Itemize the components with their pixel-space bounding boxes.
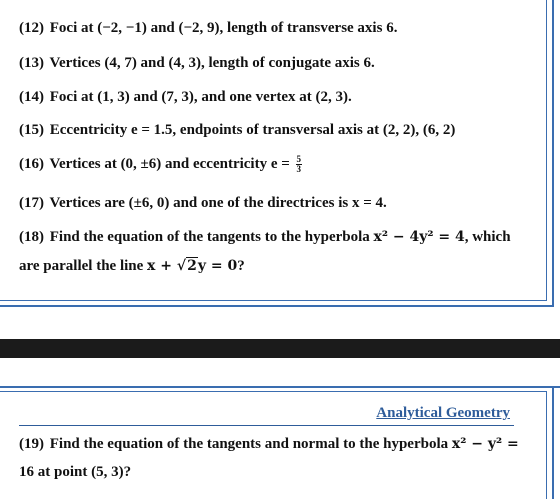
problem-12 [19,19,397,37]
problem-text: ? [237,258,245,274]
problem-text: are parallel the line [19,258,148,274]
square-root: √2 [176,258,197,274]
problem-text: Vertices are (±6, 0) and one of the directrices is x = 4. [49,195,387,211]
equation: y = 0 [197,258,238,274]
problem-13 [19,54,375,72]
problem-number: (15) [19,122,44,138]
page-frame-top [0,386,560,388]
radicand: 2 [187,258,197,274]
problem-text: Foci at (−2, −1) and (−2, 9), length of transverse axis 6. [49,20,398,36]
page-frame-right [552,0,554,305]
page-frame-bottom-inner [0,300,547,301]
problem-number: (19) [19,436,44,452]
page-frame-right-inner [546,0,547,301]
problem-19-line-2 [19,463,131,481]
page-frame-bottom [0,305,554,307]
section-rule [19,425,514,426]
problem-16 [19,155,302,174]
problem-number: (14) [19,89,44,105]
problem-17 [19,194,387,212]
problem-18-line-2 [19,257,245,275]
problem-text: Eccentricity e = 1.5, endpoints of transversal axis at (2, 2), (6, 2) [49,122,456,138]
problem-text: 16 at point (5, 3)? [19,464,132,480]
page-frame-right [552,386,554,499]
problem-number: (13) [19,55,44,71]
problem-text: Vertices at (0, ±6) and eccentricity e = [49,156,294,172]
fraction-numerator: 5 [296,154,302,165]
fraction-denominator: 3 [296,164,302,175]
problem-19 [19,435,519,453]
fraction [296,155,303,174]
problem-text: Vertices (4, 7) and (4, 3), length of conjugate axis 6. [49,55,375,71]
equation: x² − y² = [451,436,519,452]
problem-text: Find the equation of the tangents to the hyperbola [49,229,374,245]
problem-text: Find the equation of the tangents and normal to the hyperbola [49,436,452,452]
problem-15 [19,121,455,139]
problem-number: (18) [19,229,44,245]
page-frame-right-inner [546,391,547,499]
problem-18 [19,228,511,246]
page-separator [0,339,560,358]
problem-14 [19,88,352,106]
problem-number: (17) [19,195,44,211]
equation: x² − 4y² = 4 [373,229,465,245]
page-frame-top-inner [0,391,547,392]
equation: x + [147,258,177,274]
problem-text: Foci at (1, 3) and (7, 3), and one vertex at (2, 3). [49,89,352,105]
problem-number: (16) [19,156,44,172]
problem-text: , which [464,229,511,245]
problem-number: (12) [19,20,44,36]
section-title: Analytical Geometry [376,405,510,421]
